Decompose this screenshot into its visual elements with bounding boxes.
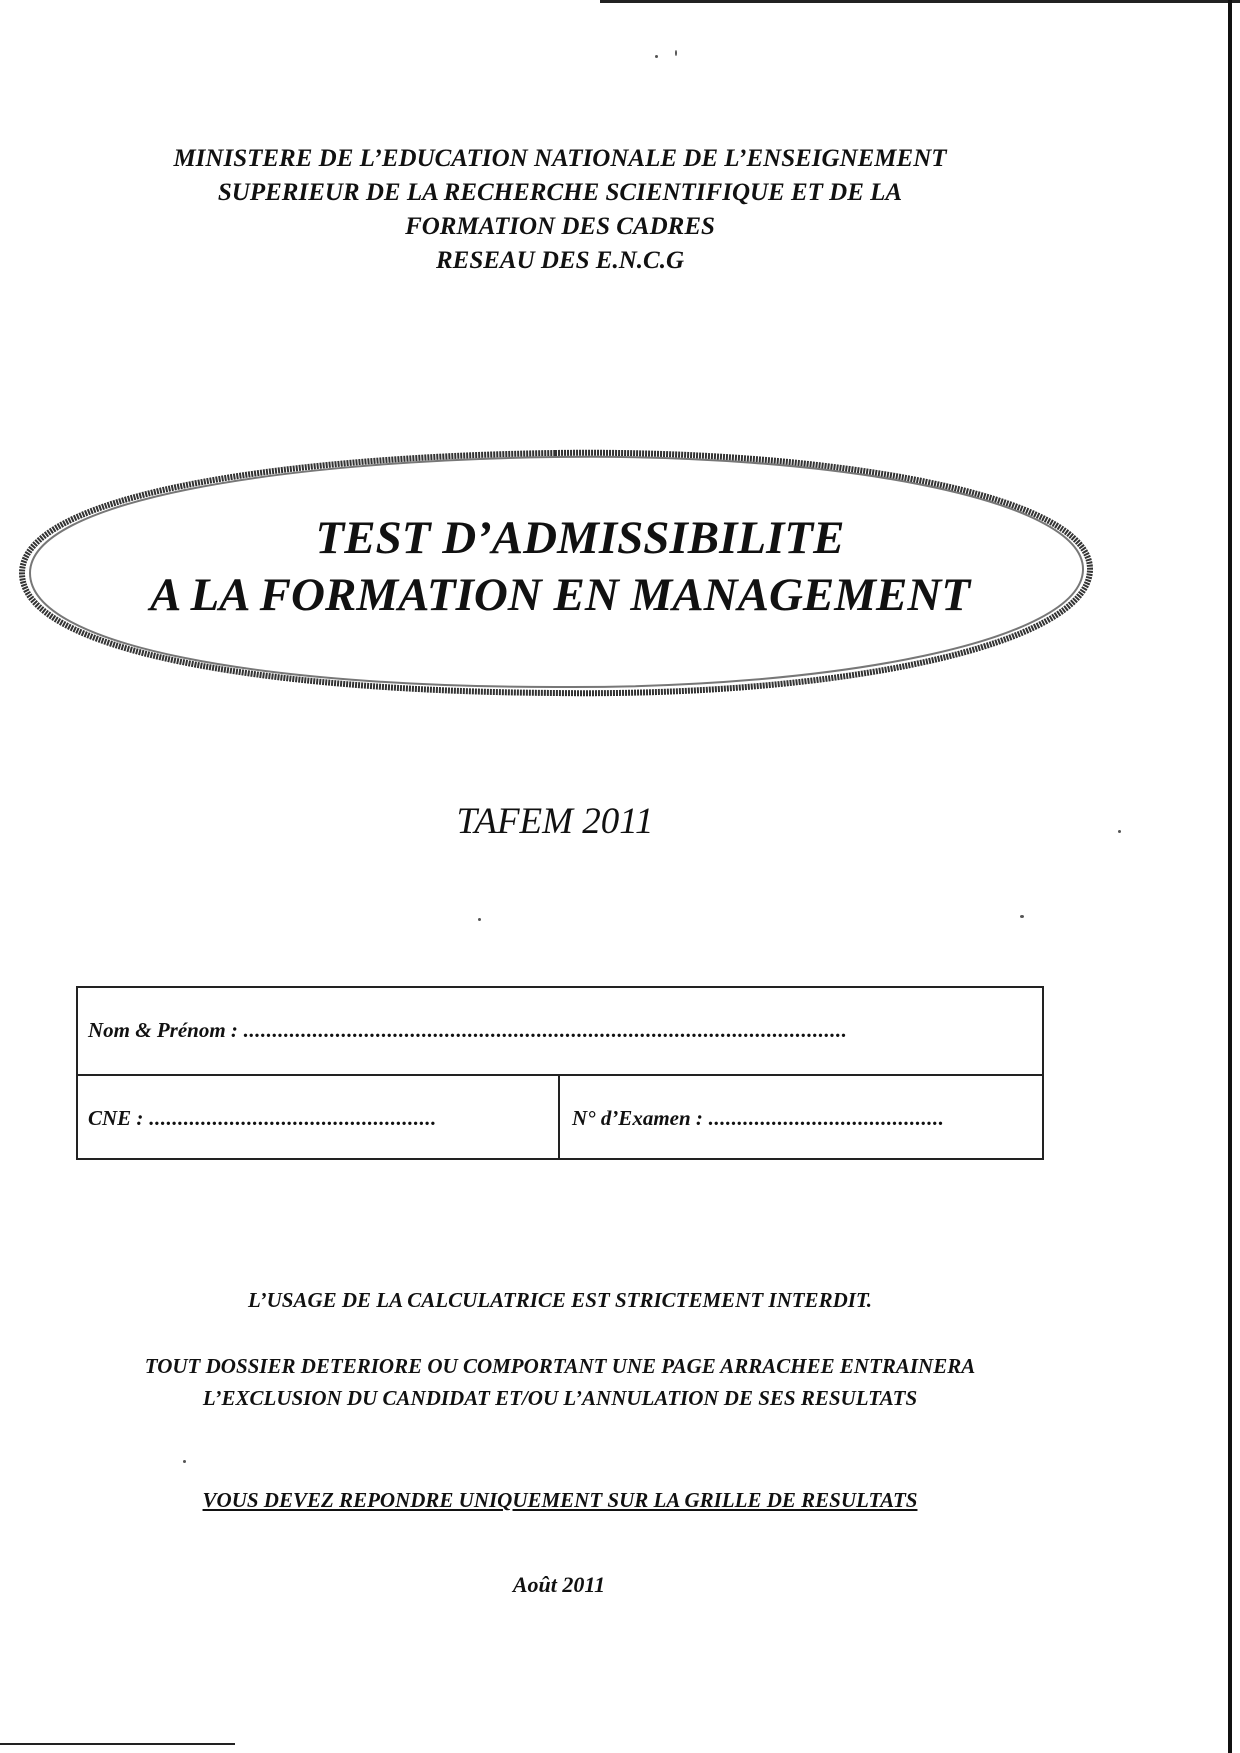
exam-code: TAFEM 2011	[456, 801, 654, 842]
answer-grid-notice: VOUS DEVEZ REPONDRE UNIQUEMENT SUR LA GRILLE DE RESULTATS	[202, 1488, 918, 1512]
damage-notice-line: L’EXCLUSION DU CANDIDAT ET/OU L’ANNULATION DE SES RESULTATS	[202, 1386, 918, 1410]
scan-speck	[183, 1460, 186, 1463]
exam-number-field[interactable]	[572, 1106, 1032, 1131]
ministry-line: FORMATION DES CADRES	[405, 213, 715, 240]
exam-date: Août 2011	[512, 1572, 606, 1597]
ministry-line: SUPERIEUR DE LA RECHERCHE SCIENTIFIQUE ET DE LA	[217, 179, 903, 206]
name-label: Nom & Prénom :	[88, 1018, 238, 1042]
ministry-line: RESEAU DES E.N.C.G	[436, 247, 684, 274]
scan-edge-top	[600, 0, 1240, 3]
candidate-info-box	[76, 986, 1044, 1160]
fill-in-dots: .........................................	[702, 1106, 945, 1130]
scan-speck	[655, 55, 658, 58]
scan-edge-right	[1228, 0, 1232, 1753]
scan-speck	[478, 918, 481, 921]
scan-speck	[1020, 915, 1024, 918]
exam-title	[60, 510, 1060, 624]
cell-divider	[558, 1076, 560, 1160]
calculator-notice: L’USAGE DE LA CALCULATRICE EST STRICTEMENT INTERDIT.	[247, 1288, 873, 1312]
damage-notice-line: TOUT DOSSIER DETERIORE OU COMPORTANT UNE PAGE ARRACHEE ENTRAINERA	[144, 1354, 976, 1378]
exam-title-line: TEST D’ADMISSIBILITE	[315, 512, 845, 564]
exam-title-line: A LA FORMATION EN MANAGEMENT	[149, 569, 971, 621]
exam-number-label: N° d’Examen :	[572, 1106, 703, 1130]
name-field[interactable]	[88, 1018, 1033, 1043]
cne-label: CNE :	[88, 1106, 144, 1130]
scan-speck	[1118, 830, 1121, 833]
damage-notice	[60, 1350, 1060, 1414]
fill-in-dots: ..................................................	[143, 1106, 437, 1130]
fill-in-dots: .........................................................................................................	[237, 1018, 848, 1042]
scan-edge-bottom	[0, 1743, 235, 1745]
scan-speck	[675, 50, 677, 56]
ministry-line: MINISTERE DE L’EDUCATION NATIONALE DE L’ENSEIGNEMENT	[173, 145, 947, 172]
ministry-header	[60, 142, 1060, 278]
cne-field[interactable]	[88, 1106, 548, 1131]
